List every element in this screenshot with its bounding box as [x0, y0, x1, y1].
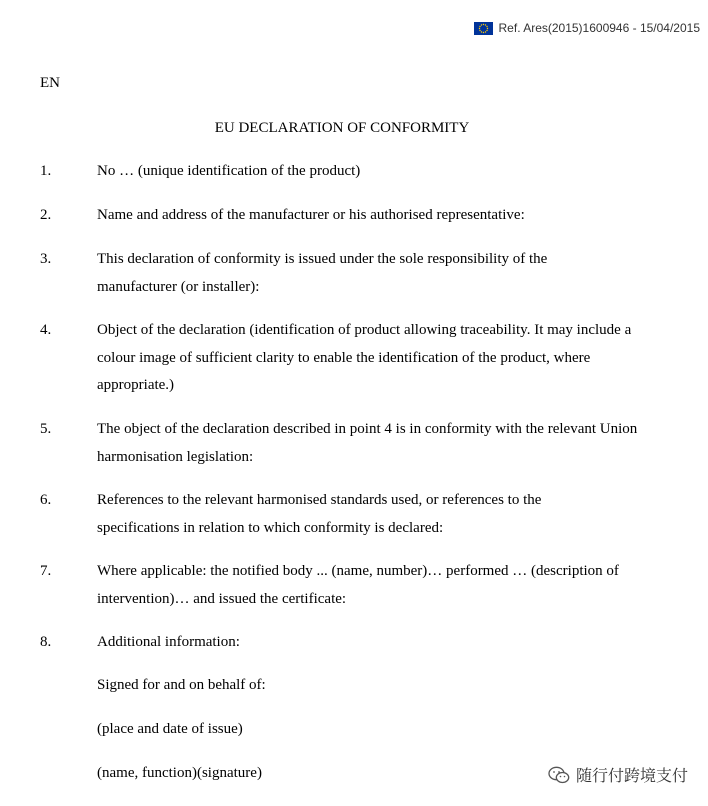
- item-2: [40, 202, 660, 230]
- watermark: [548, 763, 688, 786]
- item-number: 8.: [40, 634, 52, 650]
- place-date-line: (place and date of issue): [97, 721, 243, 737]
- item-number: 7.: [40, 563, 52, 579]
- item-number: 5.: [40, 421, 52, 437]
- document-reference: [474, 21, 700, 35]
- item-text: Where applicable: the notified body ... (name, number)… performed … (description of intervention)… and issued the certificate:: [97, 563, 619, 607]
- item-number: 1.: [40, 163, 52, 179]
- page-title: EU DECLARATION OF CONFORMITY: [214, 120, 470, 136]
- item-text: Additional information:: [97, 634, 240, 650]
- item-8: [40, 629, 660, 657]
- item-text: This declaration of conformity is issued under the sole responsibility of the manufacturer (or installer):: [97, 251, 548, 295]
- wechat-icon: [548, 766, 570, 784]
- language-code: EN: [40, 75, 60, 91]
- watermark-text: 随行付跨境支付: [575, 766, 688, 785]
- item-text: No … (unique identification of the product): [97, 163, 361, 179]
- item-7: [40, 558, 660, 613]
- item-number: 3.: [40, 251, 52, 267]
- item-6: [40, 487, 660, 542]
- name-function-line: (name, function)(signature): [97, 765, 262, 781]
- item-1: [40, 158, 660, 186]
- item-3: [40, 246, 660, 301]
- item-text: Object of the declaration (identification of product allowing traceability. It may include a colour image of sufficient clarity to enable the identification of the product, where appropriate.): [97, 322, 632, 393]
- eu-flag-icon: [474, 22, 493, 35]
- item-5: [40, 416, 660, 471]
- item-number: 4.: [40, 322, 52, 338]
- item-text: The object of the declaration described in point 4 is in conformity with the relevant Union harmonisation legislation:: [97, 421, 638, 465]
- item-text: References to the relevant harmonised standards used, or references to the specifications in relation to which conformity is declared:: [97, 492, 542, 536]
- item-text: Name and address of the manufacturer or his authorised representative:: [97, 207, 525, 223]
- item-number: 6.: [40, 492, 52, 508]
- item-number: 2.: [40, 207, 52, 223]
- reference-text: Ref. Ares(2015)1600946 - 15/04/2015: [498, 21, 700, 35]
- signed-for-line: Signed for and on behalf of:: [97, 677, 266, 693]
- item-4: [40, 317, 660, 400]
